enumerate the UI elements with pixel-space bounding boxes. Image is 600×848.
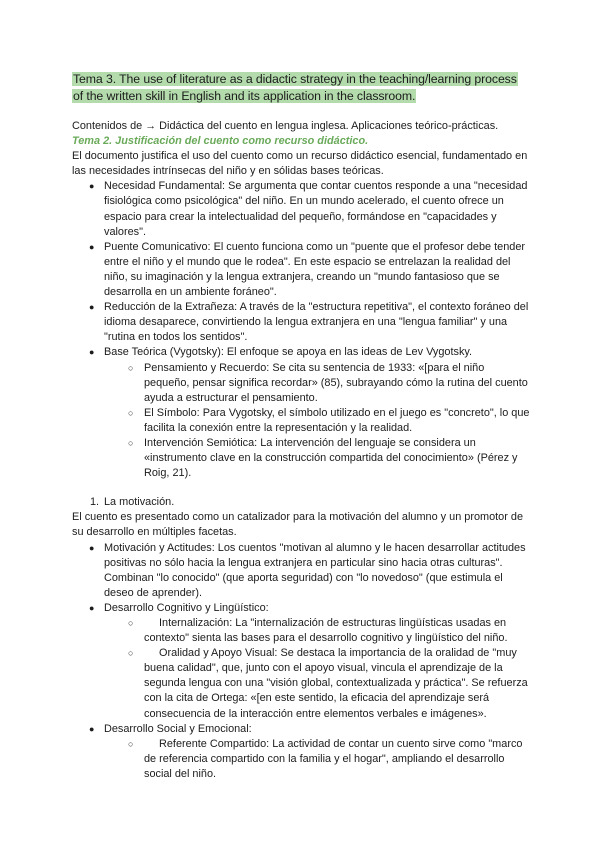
sub-list-item: ○ Pensamiento y Recuerdo: Se cita su sentencia de 1933: «[para el niño pequeño, pensar significa recordar» (85), subrayando cómo la rutina del cuento ayuda a estructurar el pensamiento. (104, 361, 530, 406)
cognitivo-sublist (104, 616, 530, 722)
title-line-2: of the written skill in English and its application in the classroom. (73, 88, 416, 103)
list-item-text: Desarrollo Social y Emocional: (104, 722, 252, 735)
social-sublist (104, 737, 530, 782)
section2-list (72, 541, 530, 783)
list-item-text: Desarrollo Cognitivo y Lingüístico: (104, 601, 269, 614)
list-item-cognitivo (72, 601, 530, 722)
title-line-1: Tema 3. The use of literature as a didactic strategy in the teaching/learning process (73, 72, 517, 86)
list-item-social (72, 722, 530, 782)
list-item: ● Reducción de la Extrañeza: A través de la "estructura repetitiva", el contexto foráneo del idioma desaparece, convirtiendo la lengua extranjera en una "lengua familiar" y una "rutina en todos los sentidos". (72, 300, 530, 345)
document-body (72, 119, 530, 782)
intro-paragraph: El documento justifica el uso del cuento como un recurso didáctico esencial, fundamentado en las necesidades intrínsecas del niño y en sólidas bases teóricas. (72, 150, 528, 178)
numbered-heading (72, 495, 530, 510)
motivation-paragraph: El cuento es presentado como un catalizador para la motivación del alumno y un promotor de su desarrollo en múltiples facetas. (72, 511, 524, 539)
heading-text: La motivación. (104, 496, 175, 509)
sub-list-item: ○ Referente Compartido: La actividad de contar un cuento sirve como "marco de referencia compartido con la familia y el hogar", ampliando el desarrollo social del niño. (104, 737, 530, 782)
sub-list-item: ○ Intervención Semiótica: La intervención del lenguaje se considera un «instrumento clave en la construcción compartida del conocimiento» (Pérez y Roig, 21). (104, 436, 530, 481)
list-item: ● Puente Comunicativo: El cuento funciona como un "puente que el profesor debe tender entre el niño y el mundo que le rodea". En este espacio se entrelazan la realidad del niño, su imaginación y la lengua extranjera, creando un "mundo fantasioso que se desarrolla en un ambiente foráneo". (72, 240, 530, 300)
sub-list-item: ○ Oralidad y Apoyo Visual: Se destaca la importancia de la oralidad de "muy buena calidad", que, junto con el apoyo visual, vincula el aprendizaje de la segunda lengua con una "visión global, contextualizada y práctica". Se refuerza con la cita de Ortega: «[en este sentido, la eficacia del aprendizaje será consecuencia de la interacción entre elementos verbales e imágenes». (104, 646, 530, 721)
list-item-vygotsky (72, 345, 530, 481)
list-item: ● Motivación y Actitudes: Los cuentos "motivan al alumno y le hacen desarrollar actitudes positivas no sólo hacia la lengua extranjera en particular sino hacia otras culturas". Combinan "lo conocido" (que aporta seguridad) con "lo novedoso" (que estimula el deseo de aprender). (72, 541, 530, 601)
vygotsky-sublist (104, 361, 530, 482)
section1-list (72, 179, 530, 481)
heading-number: 1. (90, 496, 100, 509)
document-title (72, 71, 532, 105)
sub-list-item: ○ El Símbolo: Para Vygotsky, el símbolo utilizado en el juego es "concreto", lo que facilita la conexión entre la representación y la realidad. (104, 406, 530, 436)
list-item-text: Base Teórica (Vygotsky): El enfoque se apoya en las ideas de Lev Vygotsky. (104, 346, 473, 359)
list-item: ● Necesidad Fundamental: Se argumenta que contar cuentos responde a una "necesidad fisiológica como psicológica" del niño. En un mundo acelerado, el cuento ofrece un espacio para crear la intelectualidad del pequeño, formándose en "capacidades y valores". (72, 179, 530, 239)
tema2-heading: Tema 2. Justificación del cuento como recurso didáctico. (72, 135, 369, 148)
sub-list-item: ○ Internalización: La "internalización de estructuras lingüísticas usadas en contexto" sienta las bases para el desarrollo cognitivo y lingüístico del niño. (104, 616, 530, 646)
contenidos-line: Contenidos de → Didáctica del cuento en lengua inglesa. Aplicaciones teórico-prácticas. (72, 120, 499, 132)
